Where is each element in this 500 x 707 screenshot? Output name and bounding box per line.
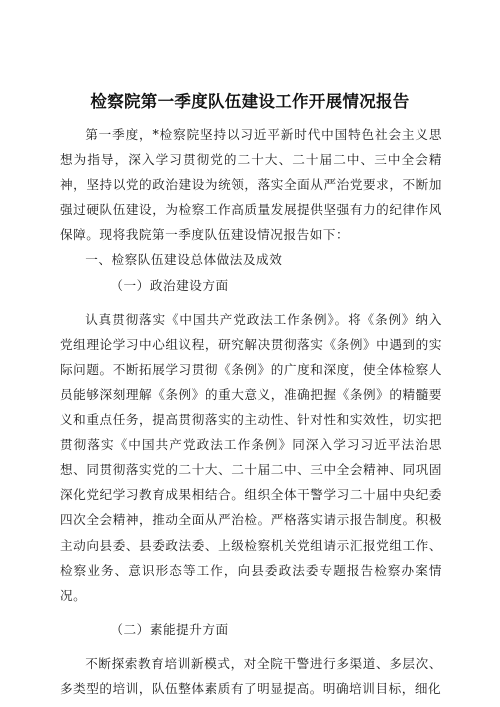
document-body <box>60 122 442 701</box>
subsection-heading-political: （一）政治建设方面 <box>110 277 229 293</box>
section-heading-1: 一、检察队伍建设总体做法及成效 <box>85 252 283 268</box>
document-title: 检察院第一季度队伍建设工作开展情况报告 <box>90 92 410 111</box>
intro-paragraph: 第一季度，*检察院坚持以习近平新时代中国特色社会主义思想为指导，深入学习贯彻党的二十大、二十届二中、三中全会精神，坚持以党的政治建设为统领，落实全面从严治党要求，不断加强过硬队伍建设，为检察工作高质量发展提供坚强有力的纪律作风保障。现将我院第一季度队伍建设情况报告如下： <box>60 127 442 243</box>
competence-paragraph: 不断探索教育培训新模式，对全院干警进行多渠道、多层次、多类型的培训，队伍整体素质有了明显提高。明确培训目标，细化 <box>60 655 442 696</box>
political-building-paragraph: 认真贯彻落实《中国共产党政法工作条例》。将《条例》纳入党组理论学习中心组议程，研究解决贯彻落实《条例》中遇到的实际问题。不断拓展学习贯彻《条例》的广度和深度，使全体检察人员能够深刻理解《条例》的重大意义，准确把握《条例》的精髓要义和重点任务，提高贯彻落实的主动性、针对性和实效性，切实把贯彻落实《中国共产党政法工作条例》同深入学习习近平法治思想、同贯彻落实党的二十大、二十届二中、三中全会精神、同巩固深化党纪学习教育成果相结合。组织全体干警学习二十届中央纪委四次全会精神，推动全面从严治检。严格落实请示报告制度。积极主动向县委、县委政法委、上级检察机关党组请示汇报党组工作、检察业务、意识形态等工作，向县委政法委专题报告检察办案情况。 <box>60 311 442 603</box>
subsection-heading-competence: （二）素能提升方面 <box>110 621 229 637</box>
